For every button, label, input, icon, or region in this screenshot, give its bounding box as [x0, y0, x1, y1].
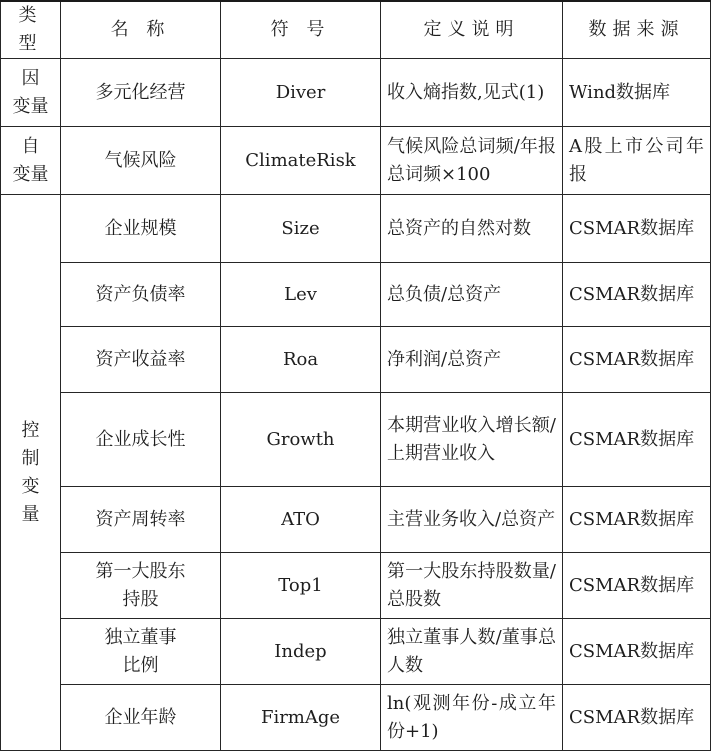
variable-symbol: Roa	[221, 327, 381, 393]
category-control	[1, 195, 61, 751]
variable-definition: ln(观测年份-成立年份+1)	[381, 685, 563, 751]
table-row	[1, 553, 711, 619]
variable-name: 企业年龄	[61, 685, 221, 751]
variable-source: CSMAR数据库	[563, 553, 711, 619]
variable-name: 资产收益率	[61, 327, 221, 393]
variable-definition: 独立董事人数/董事总人数	[381, 619, 563, 685]
table-row	[1, 195, 711, 263]
control-label-char: 制	[21, 447, 40, 469]
variable-source: Wind数据库	[563, 59, 711, 127]
table-row	[1, 619, 711, 685]
table-row	[1, 327, 711, 393]
variable-name: 资产负债率	[61, 263, 221, 327]
variable-symbol: ATO	[221, 487, 381, 553]
variable-source: CSMAR数据库	[563, 487, 711, 553]
variable-source: CSMAR数据库	[563, 327, 711, 393]
table-row	[1, 59, 711, 127]
variable-symbol: Lev	[221, 263, 381, 327]
variable-symbol: ClimateRisk	[221, 127, 381, 195]
variable-source: CSMAR数据库	[563, 619, 711, 685]
variable-definition: 净利润/总资产	[381, 327, 563, 393]
variable-definition: 本期营业收入增长额/上期营业收入	[381, 393, 563, 487]
table-row	[1, 685, 711, 751]
variable-symbol: Top1	[221, 553, 381, 619]
variable-source: CSMAR数据库	[563, 393, 711, 487]
category-dependent: 因 变量	[1, 59, 61, 127]
table-row	[1, 393, 711, 487]
variable-symbol: Indep	[221, 619, 381, 685]
variable-definition: 总负债/总资产	[381, 263, 563, 327]
header-source: 数据来源	[563, 1, 711, 59]
header-type: 类型	[1, 1, 61, 59]
variable-name: 独立董事 比例	[61, 619, 221, 685]
variable-source: CSMAR数据库	[563, 195, 711, 263]
variable-name: 资产周转率	[61, 487, 221, 553]
table-row	[1, 127, 711, 195]
variable-symbol: Size	[221, 195, 381, 263]
variable-name: 企业规模	[61, 195, 221, 263]
variable-definition: 收入熵指数,见式(1)	[381, 59, 563, 127]
variable-source: A股上市公司年报	[563, 127, 711, 195]
variable-name: 气候风险	[61, 127, 221, 195]
variable-name: 第一大股东 持股	[61, 553, 221, 619]
variable-symbol: FirmAge	[221, 685, 381, 751]
variable-definition: 总资产的自然对数	[381, 195, 563, 263]
control-label-char: 量	[21, 503, 40, 525]
header-symbol: 符 号	[221, 1, 381, 59]
category-independent: 自 变量	[1, 127, 61, 195]
header-name: 名 称	[61, 1, 221, 59]
variable-definition: 主营业务收入/总资产	[381, 487, 563, 553]
control-label-char: 控	[21, 419, 40, 441]
variable-source: CSMAR数据库	[563, 685, 711, 751]
variable-source: CSMAR数据库	[563, 263, 711, 327]
variable-symbol: Growth	[221, 393, 381, 487]
variable-name: 多元化经营	[61, 59, 221, 127]
header-row	[1, 1, 711, 59]
table-row	[1, 487, 711, 553]
variable-definition: 第一大股东持股数量/总股数	[381, 553, 563, 619]
variable-name: 企业成长性	[61, 393, 221, 487]
variable-symbol: Diver	[221, 59, 381, 127]
control-label-char: 变	[21, 475, 40, 497]
variable-definition: 气候风险总词频/年报总词频×100	[381, 127, 563, 195]
table-row	[1, 263, 711, 327]
header-definition: 定义说明	[381, 1, 563, 59]
